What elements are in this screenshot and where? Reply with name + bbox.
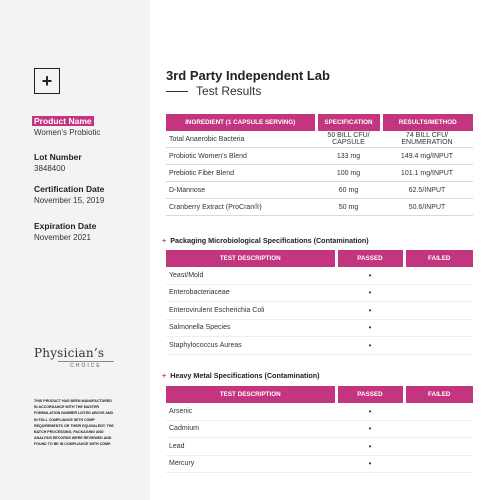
passed-mark: • [336, 284, 404, 302]
passed-mark: • [336, 337, 404, 355]
table-row [166, 438, 473, 456]
heavy-metal-table [166, 386, 473, 473]
ingredient-spec: 50 mg [316, 199, 381, 216]
passed-mark: • [336, 302, 404, 320]
failed-mark [404, 284, 473, 302]
column-header: RESULTS/METHOD [381, 114, 473, 131]
section-title-text: Packaging Microbiological Specifications (Contamination) [170, 236, 369, 245]
test-name: Lead [166, 438, 336, 456]
product-name-label: Product Name [34, 116, 92, 126]
passed-mark: • [336, 455, 404, 473]
expiration-date-value: November 2021 [34, 233, 91, 242]
table-row [166, 284, 473, 302]
section-title-microbiological [162, 236, 369, 245]
test-name: Cadmium [166, 420, 336, 438]
subtitle-dash [166, 91, 188, 92]
table-row [166, 403, 473, 420]
test-name: Enterobacteriaceae [166, 284, 336, 302]
plus-icon: + [162, 236, 167, 245]
logo-main-text: Physician’s [34, 346, 105, 360]
passed-mark: • [336, 438, 404, 456]
table-header-row [166, 250, 473, 267]
test-name: Arsenic [166, 403, 336, 420]
column-header: FAILED [404, 386, 473, 403]
column-header: FAILED [404, 250, 473, 267]
passed-mark: • [336, 267, 404, 284]
ingredient-spec: 133 mg [316, 148, 381, 165]
table-row [166, 420, 473, 438]
passed-mark: • [336, 403, 404, 420]
certification-date-label: Certification Date [34, 184, 105, 194]
ingredient-result: 149.4 mg/INPUT [381, 148, 473, 165]
ingredient-name: Prebiotic Fiber Blend [166, 165, 316, 182]
ingredient-spec: 50 BILL CFU/ CAPSULE [316, 131, 381, 148]
column-header: PASSED [336, 386, 404, 403]
ingredient-name: Probiotic Women’s Blend [166, 148, 316, 165]
table-row [166, 319, 473, 337]
plus-icon: + [162, 371, 167, 380]
plus-icon: + [34, 68, 60, 94]
table-row [166, 267, 473, 284]
column-header: INGREDIENT (1 CAPSULE SERVING) [166, 114, 316, 131]
ingredient-result: 50.6/INPUT [381, 199, 473, 216]
passed-mark: • [336, 420, 404, 438]
table-row [166, 148, 473, 165]
table-header-row [166, 386, 473, 403]
compliance-statement: THIS PRODUCT HAS BEEN MANUFACTURED IN ACCORDANCE WITH THE MASTER FORMULATION NUMBER LISTED ABOVE AND IN FULL COMPLIANCE WITH CGMP REQUIREMENTS OR THEIR EQUIVALENT. THE BATCH PROCESSING, PACKAGING AND ANALYSIS RECORDS WERE REVIEWED AND FOUND TO BE IN COMPLIANCE WITH CGMP. [34, 399, 114, 447]
ingredient-name: Total Anaerobic Bacteria [166, 131, 316, 148]
page-title: 3rd Party Independent Lab [166, 68, 330, 83]
passed-mark: • [336, 319, 404, 337]
sidebar [0, 0, 150, 500]
ingredients-table [166, 114, 473, 216]
table-header-row [166, 114, 473, 131]
column-header: TEST DESCRIPTION [166, 386, 336, 403]
expiration-date-label: Expiration Date [34, 221, 97, 231]
test-name: Yeast/Mold [166, 267, 336, 284]
ingredient-name: D-Mannose [166, 182, 316, 199]
column-header: TEST DESCRIPTION [166, 250, 336, 267]
ingredient-spec: 60 mg [316, 182, 381, 199]
microbiological-table [166, 250, 473, 355]
failed-mark [404, 267, 473, 284]
section-title-heavy-metal [162, 371, 320, 380]
table-row [166, 165, 473, 182]
test-name: Staphylococcus Aureas [166, 337, 336, 355]
table-row [166, 455, 473, 473]
ingredient-result: 74 BILL CFU/ ENUMERATION [381, 131, 473, 148]
test-name: Enterovirulent Escherichia Coli [166, 302, 336, 320]
test-name: Salmonella Species [166, 319, 336, 337]
page-subtitle [166, 84, 261, 98]
product-name-value: Women’s Probiotic [34, 128, 101, 137]
table-row [166, 199, 473, 216]
certification-date-value: November 15, 2019 [34, 196, 105, 205]
brand-logo [34, 346, 114, 369]
test-name: Mercury [166, 455, 336, 473]
failed-mark [404, 438, 473, 456]
lot-number-value: 3848400 [34, 164, 66, 173]
lot-number-label: Lot Number [34, 152, 82, 162]
failed-mark [404, 420, 473, 438]
column-header: SPECIFICATION [316, 114, 381, 131]
subtitle-text: Test Results [196, 84, 262, 98]
ingredient-result: 101.1 mg/INPUT [381, 165, 473, 182]
failed-mark [404, 319, 473, 337]
failed-mark [404, 302, 473, 320]
ingredient-spec: 100 mg [316, 165, 381, 182]
ingredient-name: Cranberry Extract (ProCran®) [166, 199, 316, 216]
logo-sub-text: CHOICE [58, 361, 114, 369]
table-row [166, 302, 473, 320]
ingredient-result: 62.5/INPUT [381, 182, 473, 199]
failed-mark [404, 455, 473, 473]
failed-mark [404, 337, 473, 355]
section-title-text: Heavy Metal Specifications (Contamination) [170, 371, 320, 380]
table-row [166, 182, 473, 199]
table-row [166, 337, 473, 355]
column-header: PASSED [336, 250, 404, 267]
failed-mark [404, 403, 473, 420]
table-row [166, 131, 473, 148]
